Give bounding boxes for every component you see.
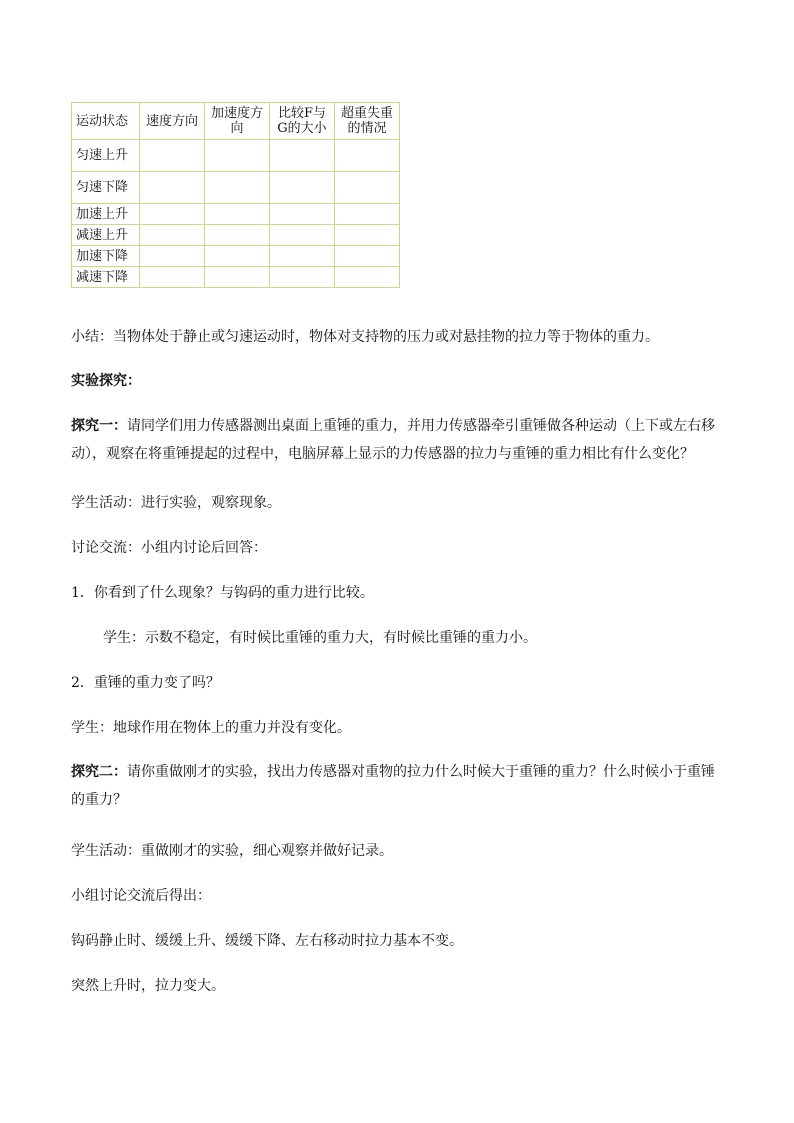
empty-cell	[270, 225, 335, 246]
empty-cell	[335, 140, 400, 172]
explore2-paragraph	[71, 758, 726, 814]
experiment-heading: 实验探究：	[71, 373, 141, 389]
empty-cell	[140, 204, 205, 225]
empty-cell	[205, 140, 270, 172]
motion-state-table	[71, 102, 400, 288]
state-cell: 减速下降	[72, 267, 140, 288]
table-header-cell	[335, 103, 400, 140]
empty-cell	[270, 246, 335, 267]
empty-cell	[335, 225, 400, 246]
explore1-text: 请同学们用力传感器测出桌面上重锤的重力，并用力传感器牵引重锤做各种运动（上下或左右移动），观察在将重锤提起的过程中，电脑屏幕上显示的力传感器的拉力与重锤的重力相比有什么变化？	[71, 418, 715, 462]
state-cell: 加速下降	[72, 246, 140, 267]
table-row	[72, 140, 400, 172]
empty-cell	[205, 267, 270, 288]
table-row	[72, 225, 400, 246]
empty-cell	[270, 204, 335, 225]
table-row	[72, 267, 400, 288]
table-header-row	[72, 103, 400, 140]
empty-cell	[205, 172, 270, 204]
empty-cell	[335, 204, 400, 225]
state-cell: 匀速下降	[72, 172, 140, 204]
table-row	[72, 246, 400, 267]
empty-cell	[140, 172, 205, 204]
question-1: 1．你看到了什么现象？与钩码的重力进行比较。	[71, 585, 374, 601]
table-header-cell: 运动状态	[72, 103, 140, 140]
state-cell: 匀速上升	[72, 140, 140, 172]
explore2-text: 请你重做刚才的实验，找出力传感器对重物的拉力什么时候大于重锤的重力？什么时候小于重锤的重力？	[71, 764, 715, 808]
empty-cell	[205, 204, 270, 225]
empty-cell	[205, 246, 270, 267]
table-header-cell: 速度方向	[140, 103, 205, 140]
empty-cell	[335, 267, 400, 288]
header-text: 超重失重 的情况	[340, 106, 393, 136]
header-text: 加速度方 向	[210, 106, 263, 136]
header-text: 比较F与 G的大小	[277, 106, 327, 136]
group-conclusion: 小组讨论交流后得出：	[71, 888, 211, 904]
empty-cell	[335, 246, 400, 267]
empty-cell	[140, 225, 205, 246]
state-cell: 减速上升	[72, 225, 140, 246]
explore2-label: 探究二：	[71, 764, 127, 780]
question-2: 2．重锤的重力变了吗？	[71, 675, 220, 691]
empty-cell	[140, 267, 205, 288]
answer-1: 学生：示数不稳定，有时候比重锤的重力大，有时候比重锤的重力小。	[103, 630, 537, 646]
table-row	[72, 172, 400, 204]
empty-cell	[335, 172, 400, 204]
answer-2: 学生：地球作用在物体上的重力并没有变化。	[71, 720, 351, 736]
empty-cell	[140, 246, 205, 267]
empty-cell	[270, 267, 335, 288]
table-header-cell	[270, 103, 335, 140]
summary-paragraph: 小结：当物体处于静止或匀速运动时，物体对支持物的压力或对悬挂物的拉力等于物体的重力。	[71, 329, 659, 345]
empty-cell	[140, 140, 205, 172]
table-row	[72, 204, 400, 225]
student-activity-1: 学生活动：进行实验，观察现象。	[71, 495, 281, 511]
empty-cell	[205, 225, 270, 246]
table-header-cell	[205, 103, 270, 140]
explore1-label: 探究一：	[71, 418, 127, 434]
state-cell: 加速上升	[72, 204, 140, 225]
finding-1: 钩码静止时、缓缓上升、缓缓下降、左右移动时拉力基本不变。	[71, 933, 463, 949]
finding-2: 突然上升时，拉力变大。	[71, 978, 225, 994]
discussion-paragraph: 讨论交流：小组内讨论后回答：	[71, 540, 267, 556]
empty-cell	[270, 172, 335, 204]
explore1-paragraph	[71, 412, 726, 468]
student-activity-2: 学生活动：重做刚才的实验，细心观察并做好记录。	[71, 843, 393, 859]
empty-cell	[270, 140, 335, 172]
